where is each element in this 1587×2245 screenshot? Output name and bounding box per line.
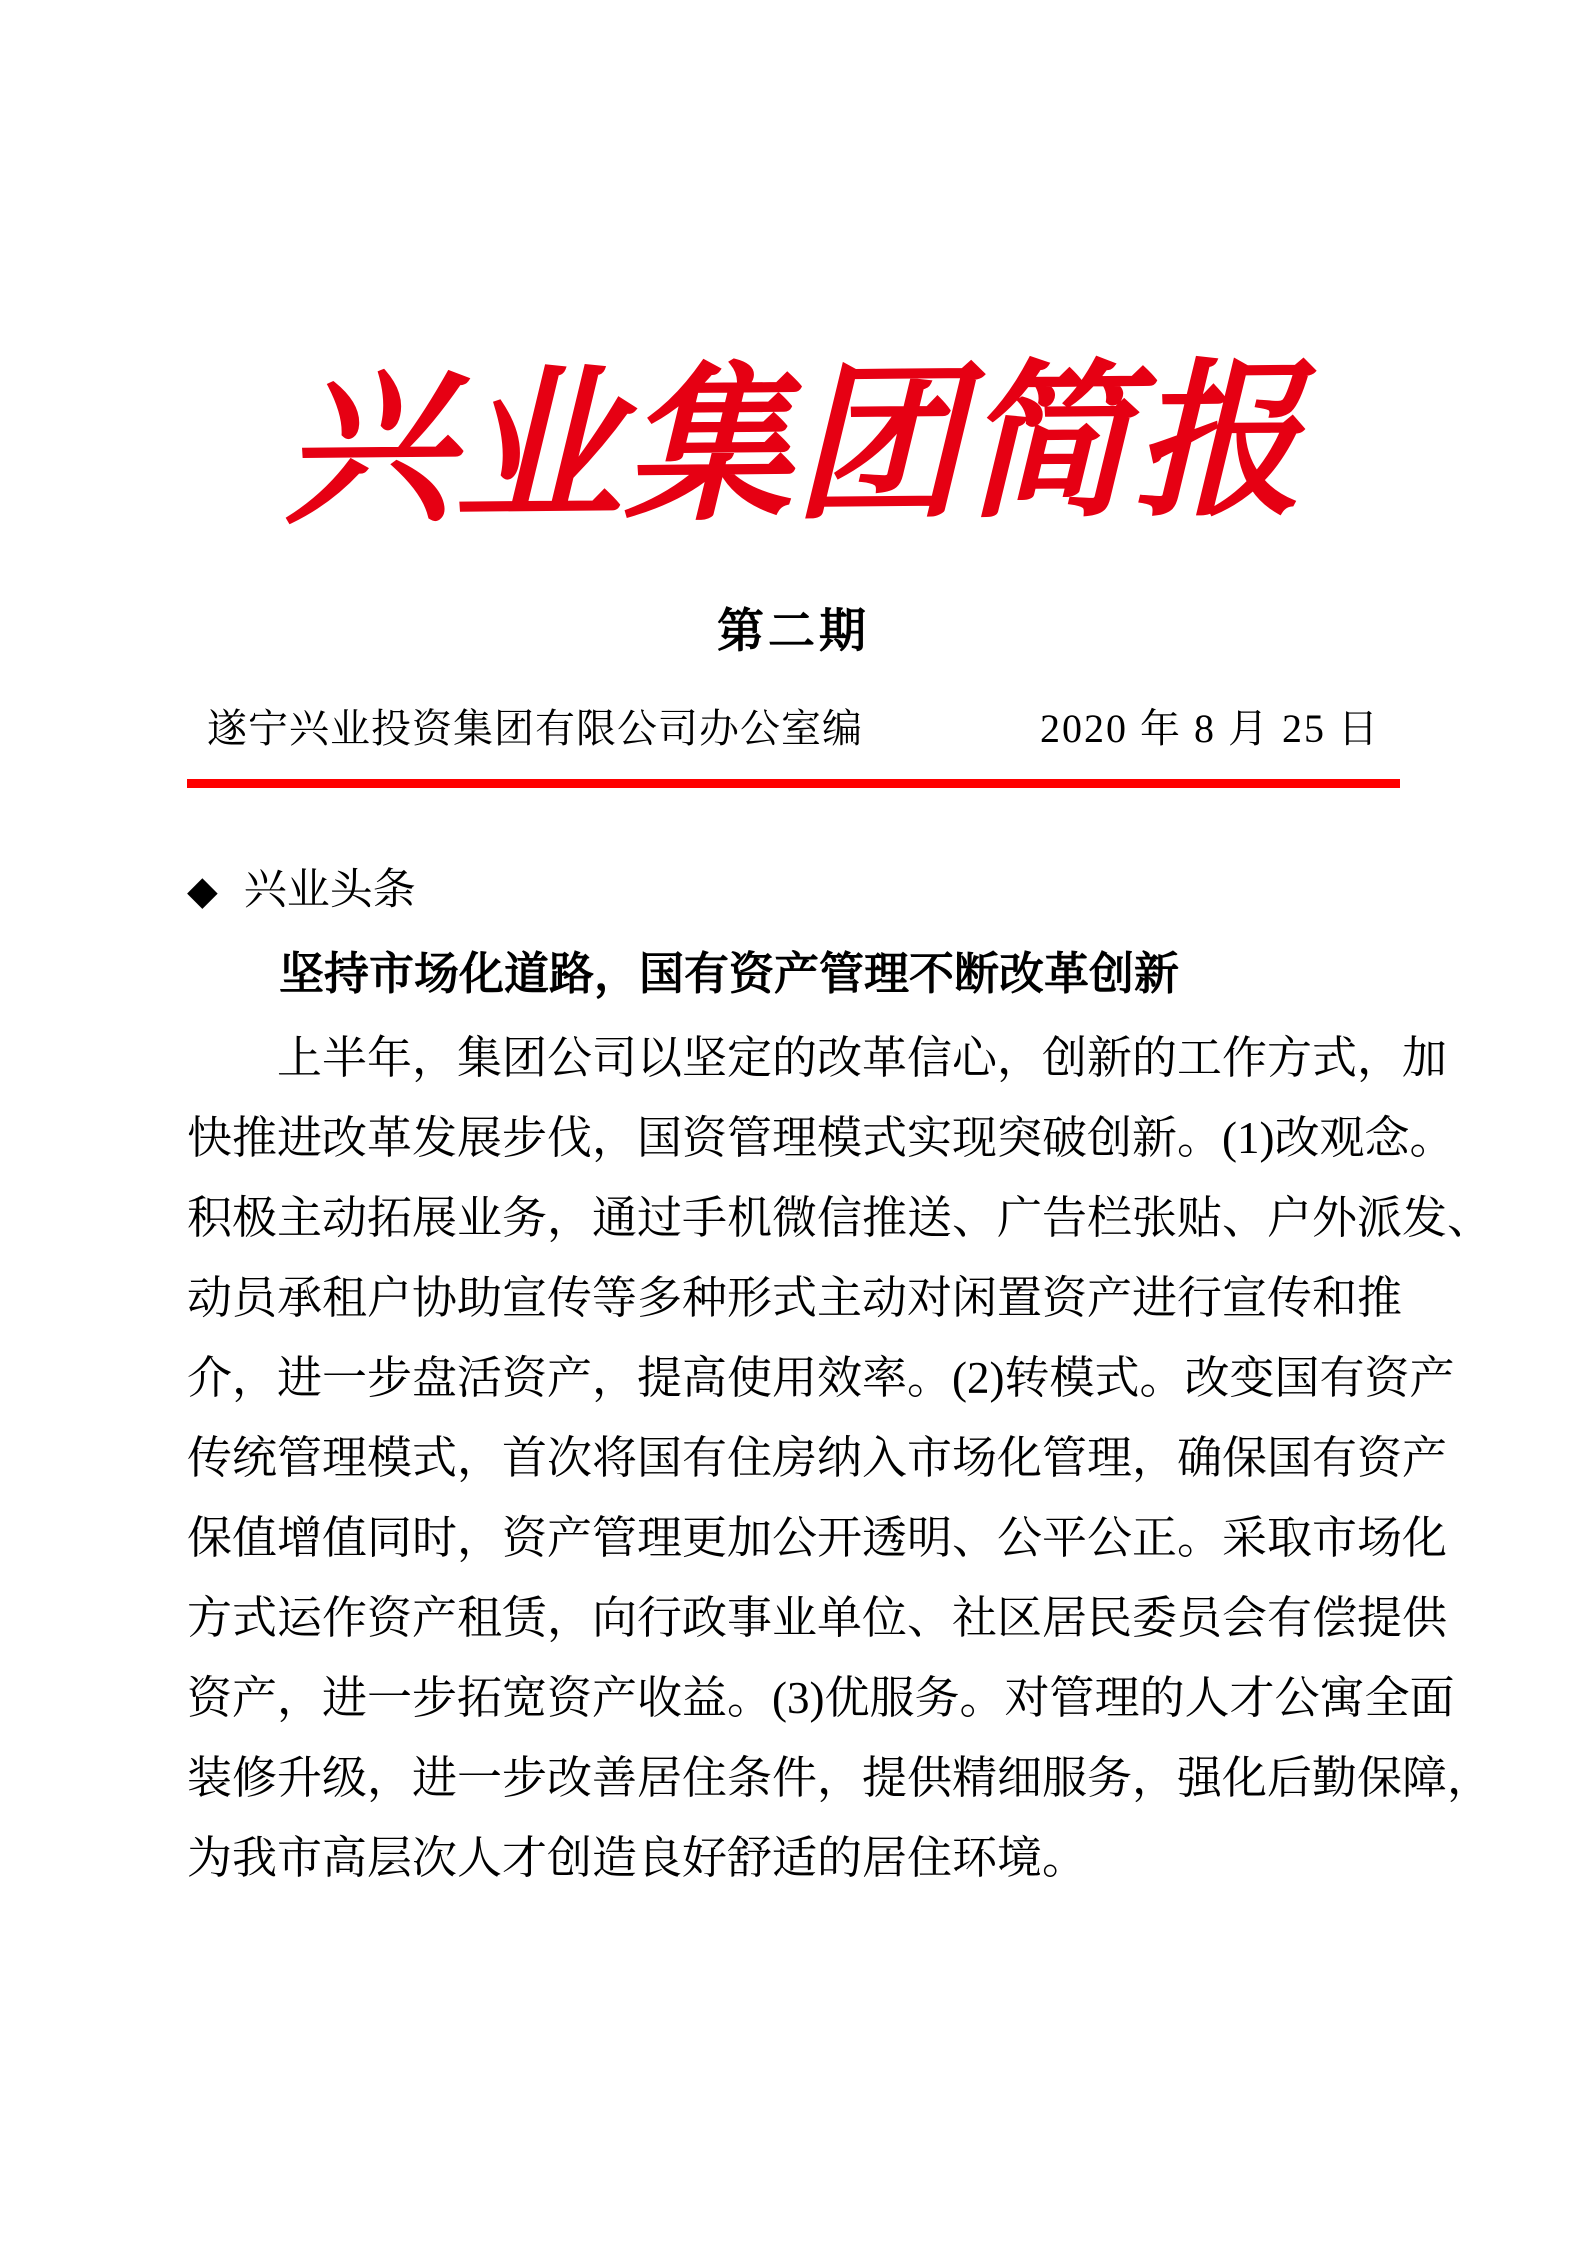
diamond-bullet-icon: ◆ xyxy=(187,869,218,914)
red-divider-rule xyxy=(187,779,1400,788)
publication-date: 2020 年 8 月 25 日 xyxy=(1040,706,1380,752)
article-body-line: 保值增值同时，资产管理更加公开透明、公平公正。采取市场化 xyxy=(187,1513,1448,1564)
article-body-line: 动员承租户协助宣传等多种形式主动对闲置资产进行宣传和推 xyxy=(187,1273,1403,1324)
section-heading-label: 兴业头条 xyxy=(243,866,416,915)
page-content xyxy=(187,338,1493,1898)
masthead-title: 兴业集团简报 xyxy=(282,349,1305,545)
article-title: 坚持市场化道路，国有资产管理不断改革创新 xyxy=(279,949,1180,1000)
issue-number: 第二期 xyxy=(717,604,870,658)
editor-credit: 遂宁兴业投资集团有限公司办公室编 xyxy=(207,706,863,752)
article-body-line: 快推进改革发展步伐，国资管理模式实现突破创新。(1)改观念。 xyxy=(187,1113,1455,1164)
article-body xyxy=(187,1018,1493,1898)
article-body-line: 积极主动拓展业务，通过手机微信推送、广告栏张贴、户外派发、 xyxy=(187,1193,1493,1244)
section-heading xyxy=(187,864,1400,918)
article-body-line: 传统管理模式，首次将国有住房纳入市场化管理，确保国有资产 xyxy=(187,1433,1448,1484)
article-body-line: 资产，进一步拓宽资产收益。(3)优服务。对管理的人才公寓全面 xyxy=(187,1673,1455,1724)
article-body-line: 方式运作资产租赁，向行政事业单位、社区居民委员会有偿提供 xyxy=(187,1593,1448,1644)
article-body-line: 装修升级，进一步改善居住条件，提供精细服务，强化后勤保障， xyxy=(187,1753,1493,1804)
article-body-line: 上半年，集团公司以坚定的改革信心，创新的工作方式，加 xyxy=(277,1033,1448,1084)
article-body-line: 为我市高层次人才创造良好舒适的居住环境。 xyxy=(187,1833,1088,1884)
editor-date-row xyxy=(187,705,1400,753)
article-body-line: 介，进一步盘活资产，提高使用效率。(2)转模式。改变国有资产 xyxy=(187,1353,1455,1404)
